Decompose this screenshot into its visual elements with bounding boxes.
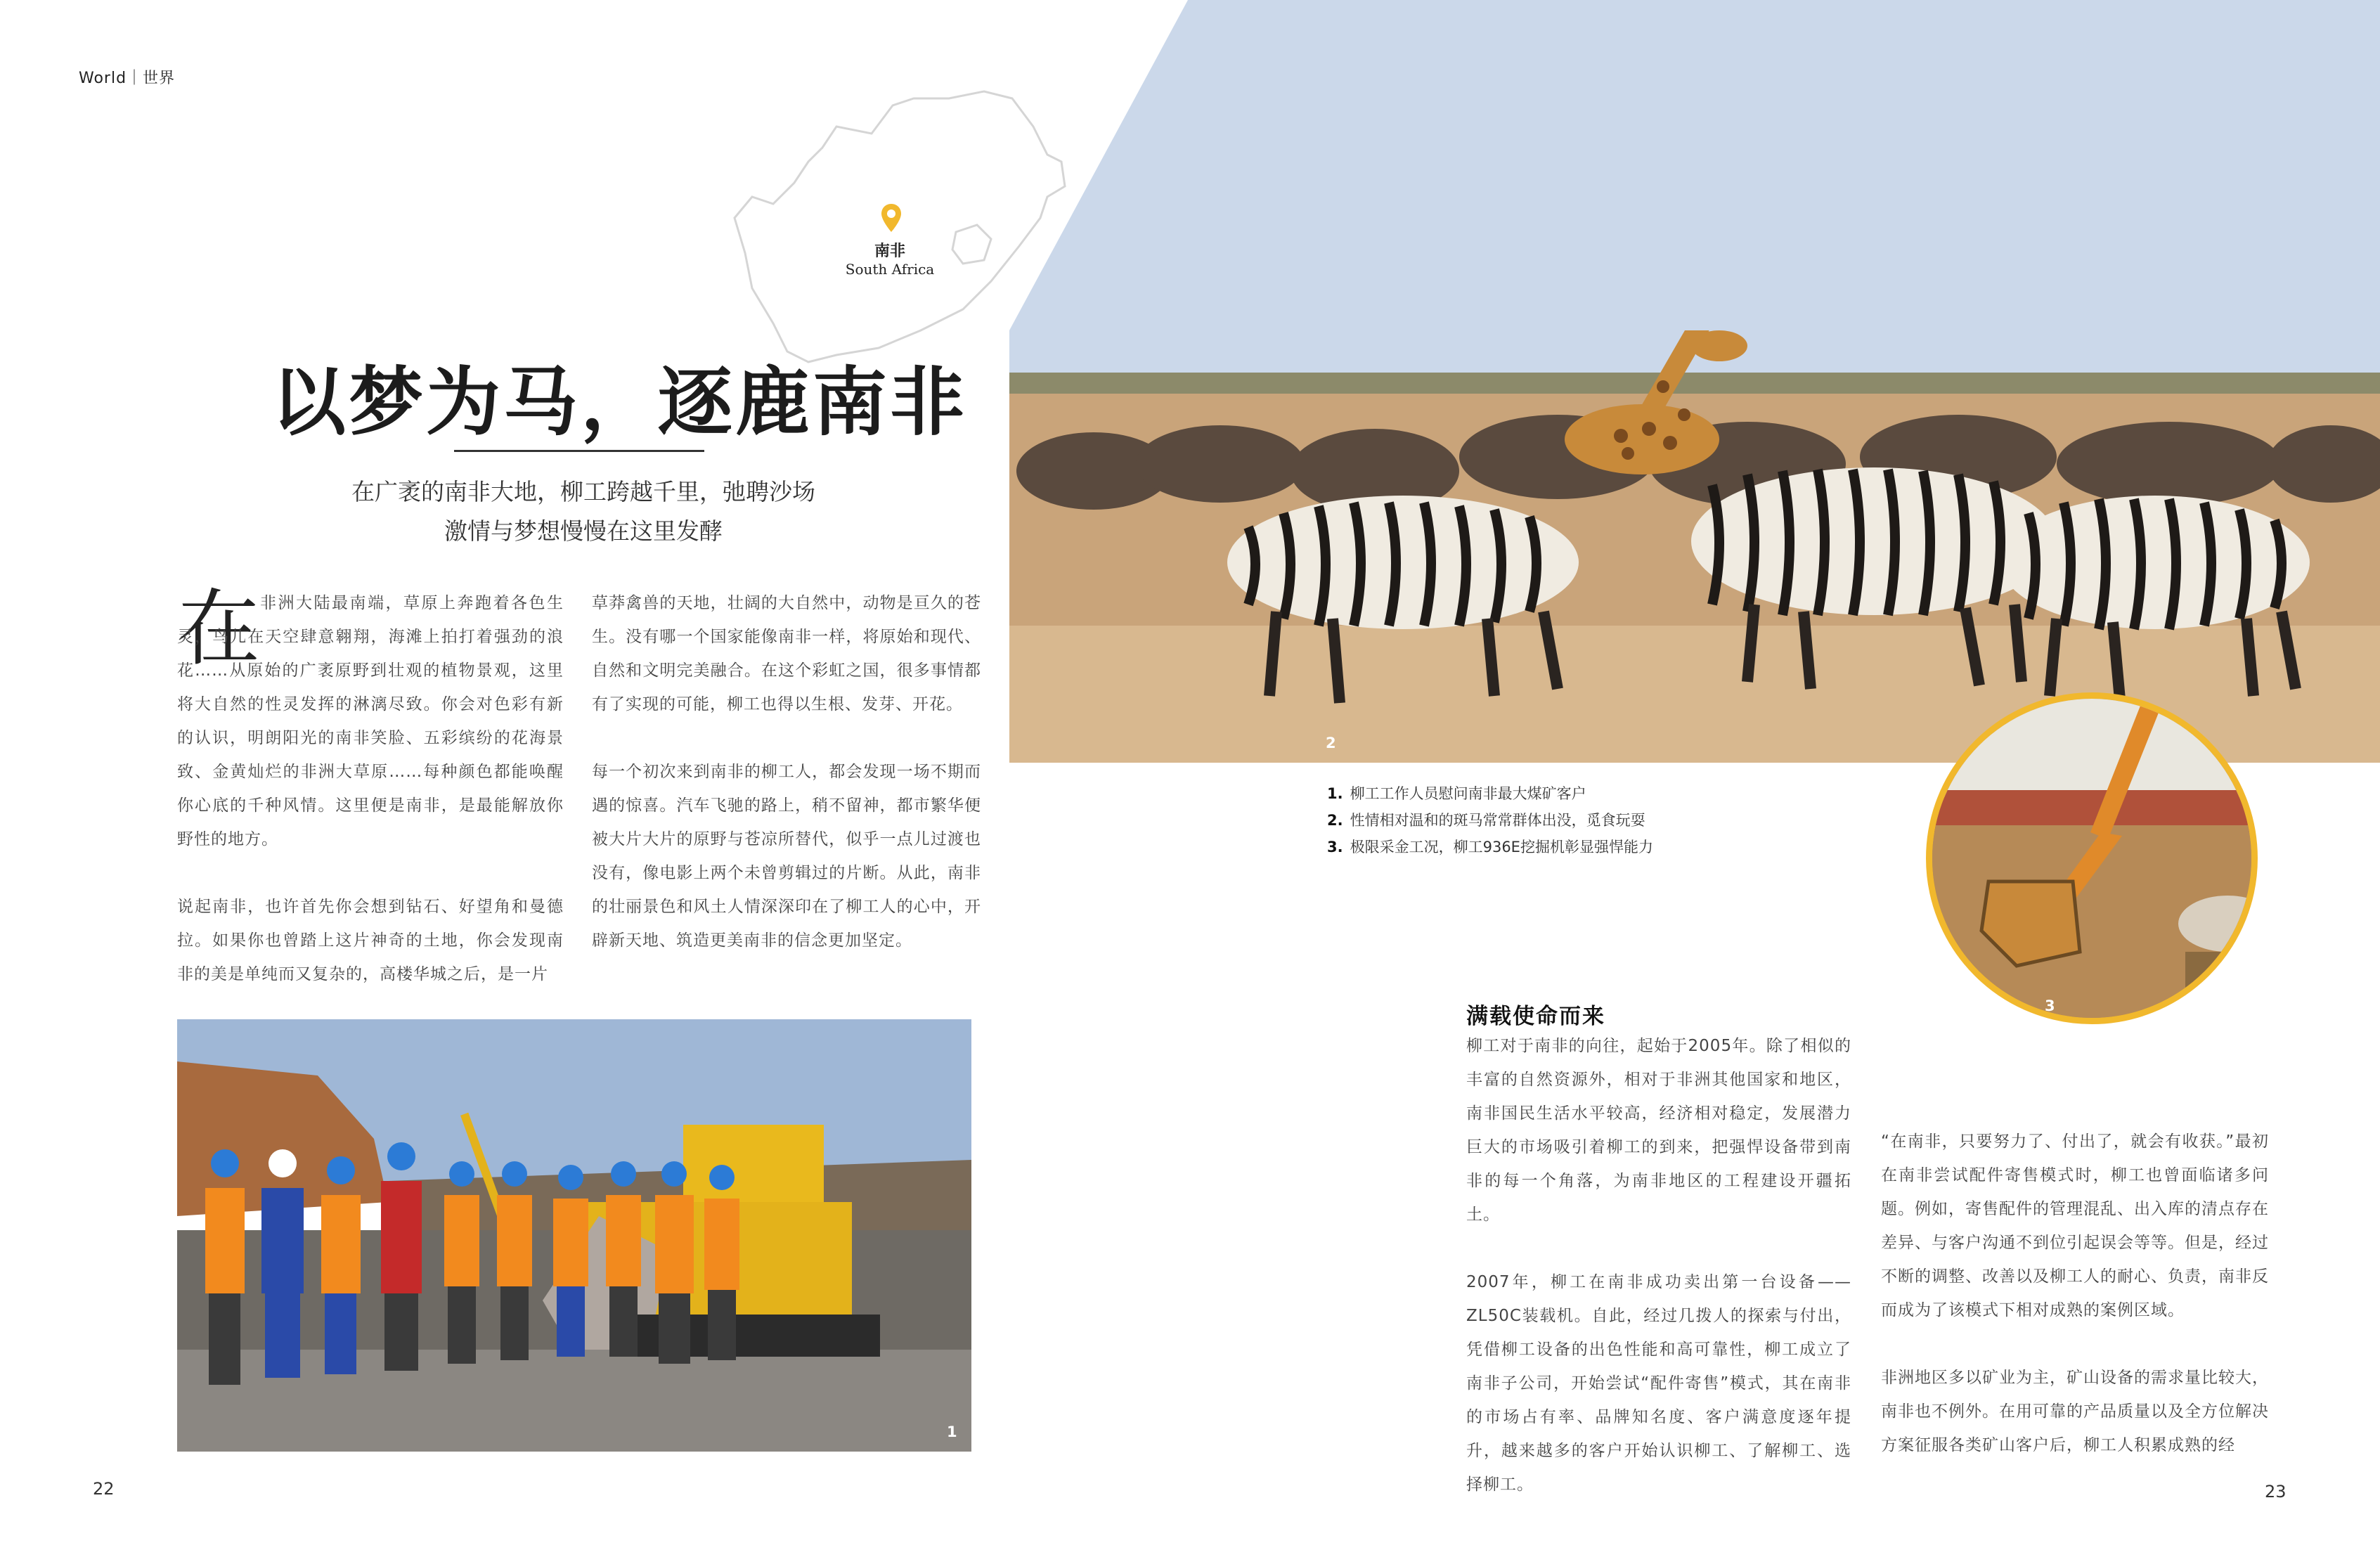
paragraph: 草莽禽兽的天地，壮阔的大自然中，动物是亘久的苍生。没有哪一个国家能像南非一样，将原始和现代、自然和文明完美融合。在这个彩虹之国，很多事情都有了实现的可能，柳工也得以生根、发芽、开花。 <box>592 594 981 713</box>
map-label <box>841 239 939 278</box>
excavator-photo <box>1926 692 2258 1024</box>
zebra-herd-photo <box>1009 330 2380 763</box>
map-label-cn: 南非 <box>874 242 905 260</box>
article-column-3 <box>1466 1029 1851 1501</box>
paragraph: 柳工对于南非的向往，起始于2005年。除了相似的丰富的自然资源外，相对于非洲其他国家和地区，南非国民生活水平较高，经济相对稳定，发展潜力巨大的市场吸引着柳工的到来，把强悍设备带到南非的每一个角落，为南非地区的工程建设开疆拓土。 <box>1466 1037 1851 1224</box>
article-column-4 <box>1881 1125 2269 1462</box>
section-heading: 满载使命而来 <box>1466 1004 1605 1029</box>
page-title: 以梦为马，逐鹿南非 <box>271 359 967 446</box>
caption-item: 1. 柳工工作人员慰问南非最大煤矿客户 <box>1327 785 1586 802</box>
photo-number: 2 <box>1326 735 1336 751</box>
crew-photo <box>177 1019 971 1452</box>
paragraph: 说起南非，也许首先你会想到钻石、好望角和曼德拉。如果你也曾踏上这片神奇的土地，你会发现南非的美是单纯而又复杂的，高楼华城之后，是一片 <box>177 898 564 983</box>
paragraph: 2007年，柳工在南非成功卖出第一台设备——ZL50C装载机。自此，经过几拨人的探索与付出，凭借柳工设备的出色性能和高可靠性，柳工成立了南非子公司，开始尝试“配件寄售”模式，其在南非的市场占有率、品牌知名度、客户满意度逐年提升，越来越多的客户开始认识柳工、了解柳工、选择柳工。 <box>1466 1273 1851 1494</box>
map-label-en: South Africa <box>845 261 935 278</box>
caption-item: 2. 性情相对温和的斑马常常群体出没，觅食玩耍 <box>1327 812 1645 829</box>
section-tag: World｜世界 <box>79 70 176 87</box>
paragraph: 每一个初次来到南非的柳工人，都会发现一场不期而遇的惊喜。汽车飞驰的路上，稍不留神，都市繁华便被大片大片的原野与苍凉所替代，似乎一点儿过渡也没有，像电影上两个未曾剪辑过的片断。从此，南非的壮丽景色和风土人情深深印在了柳工人的心中，开辟新天地、筑造更美南非的信念更加坚定。 <box>592 763 981 950</box>
location-pin-icon <box>881 204 901 232</box>
paragraph: “在南非，只要努力了、付出了，就会有收获。”最初在南非尝试配件寄售模式时，柳工也曾面临诸多问题。例如，寄售配件的管理混乱、出入库的清点存在差异、与客户沟通不到位引起误会等等。但是，经过不断的调整、改善以及柳工人的耐心、负责，南非反而成为了该模式下相对成熟的案例区域。 <box>1881 1132 2269 1319</box>
dropcap: 在 <box>177 580 261 677</box>
photo-number: 3 <box>2045 997 2055 1014</box>
article-column-2 <box>592 586 981 957</box>
subtitle-line-2: 激情与梦想慢慢在这里发酵 <box>444 517 723 545</box>
page-number-left: 22 <box>93 1479 115 1499</box>
paragraph: 非洲大陆最南端，草原上奔跑着各色生灵，鸟儿在天空肆意翱翔，海滩上拍打着强劲的浪花……从原始的广袤原野到壮观的植物景观，这里将大自然的性灵发挥的淋漓尽致。你会对色彩有新的认识，明朗阳光的南非笑脸、五彩缤纷的花海景致、金黄灿烂的非洲大草原……每种颜色都能唤醒你心底的千种风情。这里便是南非，是最能解放你野性的地方。 <box>177 594 564 848</box>
photo-captions <box>1327 780 1653 860</box>
paragraph: 非洲地区多以矿业为主，矿山设备的需求量比较大，南非也不例外。在用可靠的产品质量以及全方位解决方案征服各类矿山客户后，柳工人积累成熟的经 <box>1881 1369 2269 1454</box>
subtitle <box>302 472 865 551</box>
south-africa-map <box>731 77 1082 373</box>
title-divider <box>454 450 704 452</box>
page-number-right: 23 <box>2265 1482 2287 1501</box>
article-column-1 <box>177 580 564 991</box>
photo-number: 1 <box>947 1423 957 1440</box>
caption-item: 3. 极限采金工况，柳工936E挖掘机彰显强悍能力 <box>1327 839 1653 855</box>
subtitle-line-1: 在广袤的南非大地，柳工跨越千里，弛聘沙场 <box>351 478 815 505</box>
